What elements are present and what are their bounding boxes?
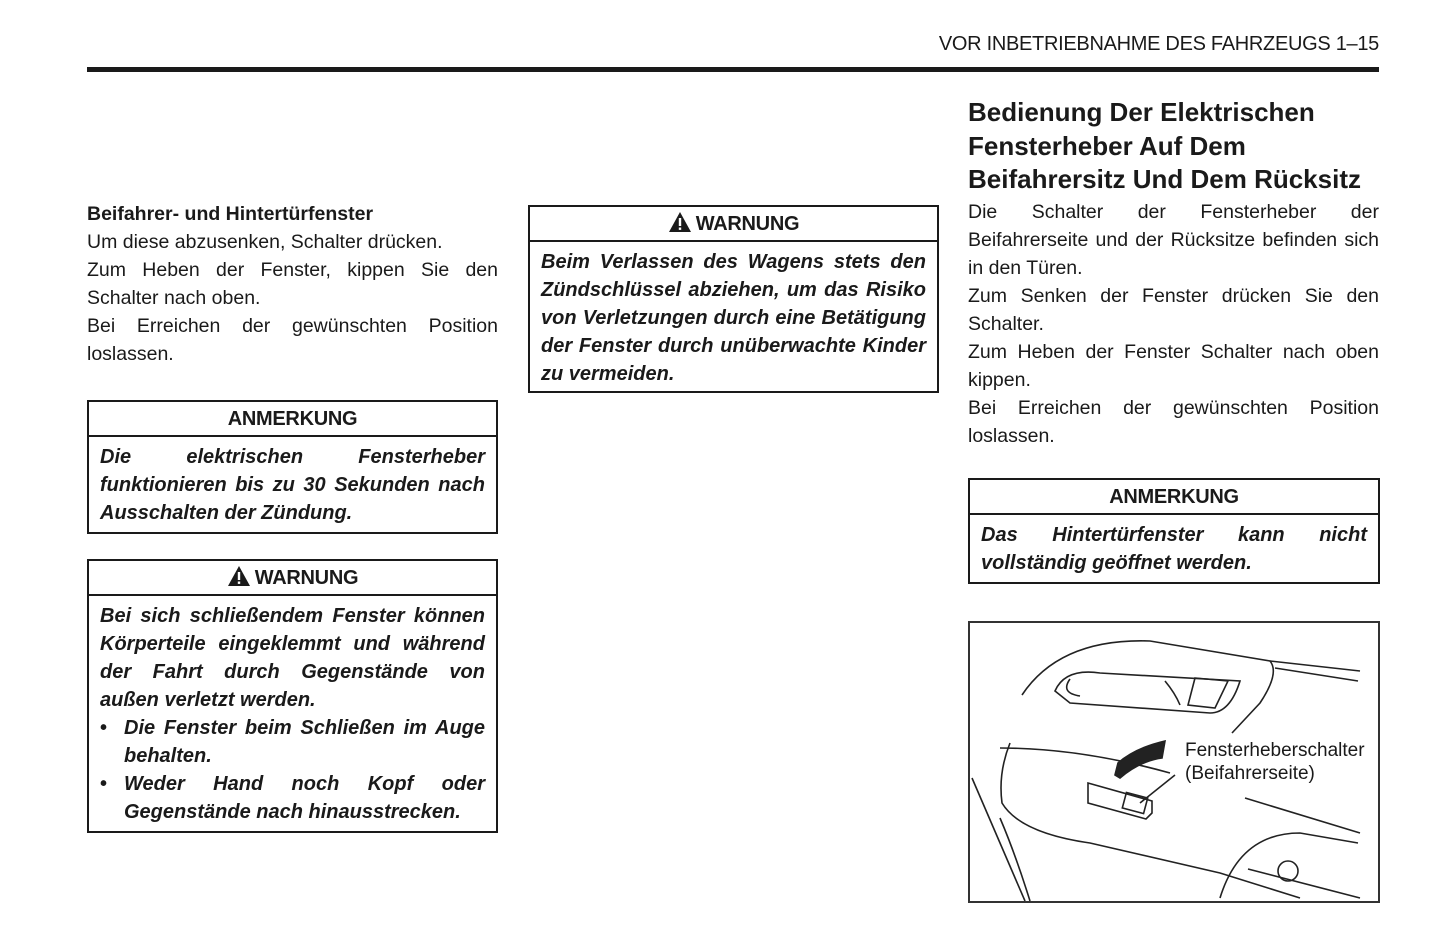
right-column bbox=[968, 198, 1379, 450]
figure-label-line1: Fensterheberschalter bbox=[1185, 740, 1365, 761]
paragraph: Zum Heben der Fenster, kippen Sie den Schalter nach oben. bbox=[87, 259, 498, 309]
warning-triangle-icon bbox=[668, 211, 692, 233]
running-header: VOR INBETRIEBNAHME DES FAHRZEUGS 1–15 bbox=[938, 33, 1379, 55]
section-heading: Bedienung Der Elektrischen Fensterheber Auf Dem Beifahrersitz Und Dem Rücksitz bbox=[968, 97, 1361, 194]
warning-bullet: • Weder Hand noch Kopf oder Gegenstände nach hinausstrecken. bbox=[100, 770, 485, 826]
door-switch-illustration bbox=[968, 621, 1380, 903]
note-box bbox=[968, 478, 1380, 584]
note-title: ANMERKUNG bbox=[89, 402, 496, 437]
paragraph: Bei Erreichen der gewünschten Position loslassen. bbox=[968, 397, 1379, 447]
warning-title: WARNUNG bbox=[254, 567, 359, 589]
paragraph: Zum Senken der Fenster drücken Sie den Schalter. bbox=[968, 285, 1379, 335]
paragraph: Bei Erreichen der gewünschten Position loslassen. bbox=[87, 315, 498, 365]
figure-label bbox=[1185, 739, 1365, 785]
warning-box bbox=[87, 559, 498, 833]
paragraph: Zum Heben der Fenster Schalter nach oben kippen. bbox=[968, 341, 1379, 391]
warning-header bbox=[530, 207, 937, 242]
warning-bullet: • Die Fenster beim Schließen im Auge behalten. bbox=[100, 714, 485, 770]
paragraph: Um diese abzusenken, Schalter drücken. bbox=[87, 231, 443, 253]
warning-triangle-icon bbox=[227, 565, 251, 587]
warning-header bbox=[89, 561, 496, 596]
note-title: ANMERKUNG bbox=[970, 480, 1378, 515]
warning-box bbox=[528, 205, 939, 393]
subheading: Beifahrer- und Hintertürfenster bbox=[87, 203, 374, 225]
paragraph: Die Schalter der Fensterheber der Beifahrerseite und der Rücksitze befinden sich in den Türen. bbox=[968, 201, 1379, 279]
figure-label-line2: (Beifahrerseite) bbox=[1185, 763, 1315, 784]
warning-title: WARNUNG bbox=[695, 213, 800, 235]
warning-text: Bei sich schließendem Fenster können Körperteile eingeklemmt und während der Fahrt durch Gegenstände von außen verletzt werden. bbox=[100, 605, 485, 711]
note-text: Das Hintertürfenster kann nicht vollständig geöffnet werden. bbox=[981, 524, 1367, 574]
note-box bbox=[87, 400, 498, 534]
left-column bbox=[87, 200, 498, 368]
note-text: Die elektrischen Fensterheber funktionieren bis zu 30 Sekunden nach Ausschalten der Zündung. bbox=[100, 446, 485, 524]
warning-text: Beim Verlassen des Wagens stets den Zündschlüssel abziehen, um das Risiko von Verletzungen durch eine Betätigung der Fenster durch unüberwachte Kinder zu vermeiden. bbox=[541, 251, 926, 385]
header-rule bbox=[87, 67, 1379, 72]
